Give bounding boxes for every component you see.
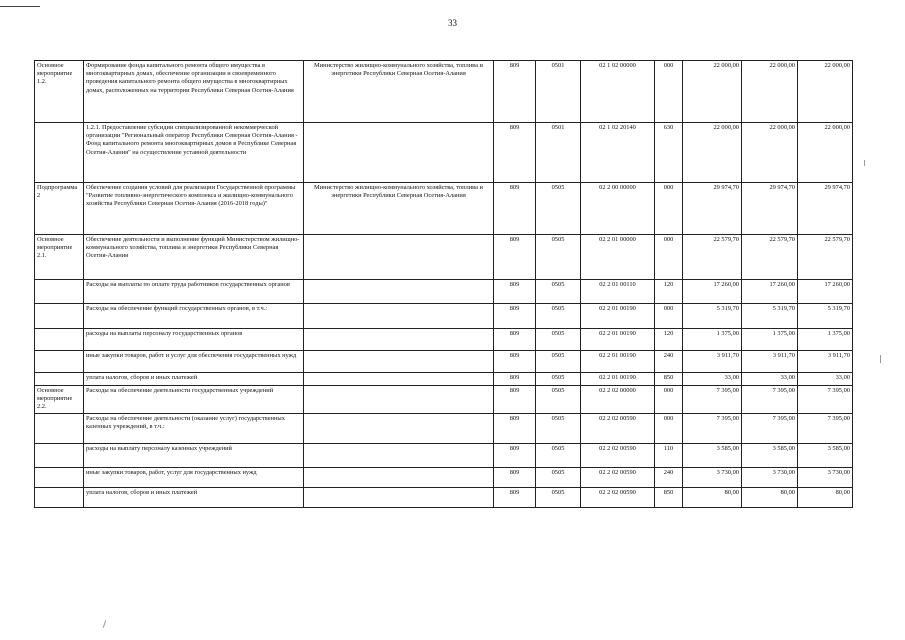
row-amount-3: 29 974,70 (798, 183, 853, 235)
row-label (35, 123, 84, 183)
row-target-article: 02 2 01 00110 (581, 280, 655, 304)
row-grbs: 809 (494, 304, 536, 329)
row-amount-2: 7 395,00 (742, 414, 798, 444)
row-grbs: 809 (494, 386, 536, 414)
row-grbs: 809 (494, 468, 536, 488)
row-label (35, 351, 84, 373)
row-amount-1: 29 974,70 (683, 183, 742, 235)
row-grbs: 809 (494, 351, 536, 373)
row-amount-3: 17 260,00 (798, 280, 853, 304)
table-row (35, 468, 853, 488)
budget-table (34, 60, 853, 508)
row-amount-3: 7 395,00 (798, 414, 853, 444)
row-ministry: Министерство жилищно-коммунального хозяйства, топлива и энергетики Республики Северная Осетия-Алания (304, 183, 494, 235)
row-target-article: 02 2 02 00000 (581, 386, 655, 414)
row-description: уплата налогов, сборов и иных платежей (84, 488, 304, 508)
row-label (35, 444, 84, 468)
row-label: Основное мероприятие 1.2. (35, 61, 84, 123)
row-section: 0505 (536, 488, 581, 508)
row-amount-2: 17 260,00 (742, 280, 798, 304)
row-amount-1: 17 260,00 (683, 280, 742, 304)
row-expense-type: 000 (655, 386, 683, 414)
row-grbs: 809 (494, 280, 536, 304)
corner-rule (0, 6, 40, 7)
row-ministry (304, 123, 494, 183)
row-section: 0505 (536, 468, 581, 488)
table-row (35, 444, 853, 468)
table-row (35, 351, 853, 373)
row-expense-type: 000 (655, 414, 683, 444)
row-amount-1: 80,00 (683, 488, 742, 508)
row-label (35, 373, 84, 386)
row-ministry (304, 235, 494, 280)
row-amount-3: 3 730,00 (798, 468, 853, 488)
row-expense-type: 850 (655, 488, 683, 508)
row-target-article: 02 2 01 00190 (581, 351, 655, 373)
row-grbs: 809 (494, 235, 536, 280)
row-description: иные закупки товаров, работ и услуг для обеспечения государственных нужд (84, 351, 304, 373)
row-amount-1: 22 579,70 (683, 235, 742, 280)
row-amount-2: 22 000,00 (742, 61, 798, 123)
row-target-article: 02 2 02 00590 (581, 414, 655, 444)
row-label (35, 414, 84, 444)
row-amount-3: 80,00 (798, 488, 853, 508)
row-ministry (304, 280, 494, 304)
row-section: 0505 (536, 304, 581, 329)
row-description: уплата налогов, сборов и иных платежей (84, 373, 304, 386)
row-target-article: 02 2 01 00190 (581, 373, 655, 386)
row-amount-3: 33,00 (798, 373, 853, 386)
row-label (35, 488, 84, 508)
row-amount-1: 33,00 (683, 373, 742, 386)
row-section: 0505 (536, 351, 581, 373)
row-description: Формирование фонда капитального ремонта общего имущества в многоквартирных домах, обеспечение организации и своевременного проведения капитального ремонта общего имущества в многоквартирных домах, расположенных на территории Республики Северная Осетия-Алания (84, 61, 304, 123)
row-section: 0505 (536, 183, 581, 235)
row-section: 0505 (536, 414, 581, 444)
row-description: Обеспечение деятельности и выполнение функций Министерством жилищно-коммунального хозяйства, топлива и энергетики Республики Северная Осетия-Алания (84, 235, 304, 280)
row-grbs: 809 (494, 123, 536, 183)
row-label (35, 329, 84, 351)
row-target-article: 02 2 00 00000 (581, 183, 655, 235)
row-description: расходы на выплату персоналу казенных учреждений (84, 444, 304, 468)
table-row (35, 373, 853, 386)
row-description: Расходы на обеспечение функций государственных органов, в т.ч.: (84, 304, 304, 329)
table-row (35, 488, 853, 508)
table-row (35, 123, 853, 183)
row-section: 0501 (536, 123, 581, 183)
scan-mark (103, 620, 107, 628)
row-amount-3: 22 000,00 (798, 61, 853, 123)
row-expense-type: 000 (655, 183, 683, 235)
row-ministry (304, 304, 494, 329)
row-target-article: 02 2 01 00000 (581, 235, 655, 280)
row-target-article: 02 1 02 20140 (581, 123, 655, 183)
row-expense-type: 000 (655, 235, 683, 280)
row-section: 0505 (536, 329, 581, 351)
table-row (35, 386, 853, 414)
row-amount-1: 5 319,70 (683, 304, 742, 329)
row-amount-3: 3 911,70 (798, 351, 853, 373)
row-target-article: 02 2 02 00590 (581, 488, 655, 508)
row-amount-3: 22 579,70 (798, 235, 853, 280)
row-grbs: 809 (494, 444, 536, 468)
row-ministry (304, 373, 494, 386)
table-row (35, 235, 853, 280)
row-amount-1: 7 395,00 (683, 386, 742, 414)
row-amount-2: 3 911,70 (742, 351, 798, 373)
row-label: Подпрограмма 2 (35, 183, 84, 235)
row-amount-1: 22 000,00 (683, 61, 742, 123)
row-amount-2: 3 730,00 (742, 468, 798, 488)
row-label (35, 304, 84, 329)
row-amount-1: 1 375,00 (683, 329, 742, 351)
row-ministry (304, 386, 494, 414)
row-expense-type: 120 (655, 280, 683, 304)
row-amount-3: 5 319,70 (798, 304, 853, 329)
row-section: 0505 (536, 373, 581, 386)
row-amount-3: 7 395,00 (798, 386, 853, 414)
row-grbs: 809 (494, 183, 536, 235)
row-description: Расходы на обеспечение деятельности (оказание услуг) государственных казенных учреждений, в т.ч.: (84, 414, 304, 444)
row-grbs: 809 (494, 373, 536, 386)
row-description: расходы на выплаты персоналу государственных органов (84, 329, 304, 351)
row-target-article: 02 2 01 00190 (581, 329, 655, 351)
row-description: иные закупки товаров, работ, услуг для государственных нужд (84, 468, 304, 488)
table-row (35, 304, 853, 329)
row-label: Основное мероприятие 2.1. (35, 235, 84, 280)
row-amount-1: 7 395,00 (683, 414, 742, 444)
row-ministry (304, 351, 494, 373)
row-section: 0501 (536, 61, 581, 123)
row-ministry (304, 468, 494, 488)
scan-mark (880, 355, 881, 363)
row-description: Расходы на обеспечение деятельности государственных учреждений (84, 386, 304, 414)
row-amount-2: 7 395,00 (742, 386, 798, 414)
row-expense-type: 630 (655, 123, 683, 183)
table-row (35, 329, 853, 351)
row-ministry: Министерство жилищно-коммунального хозяйства, топлива и энергетики Республики Северная Осетия-Алания (304, 61, 494, 123)
row-expense-type: 850 (655, 373, 683, 386)
row-description: Расходы на выплаты по оплате труда работников государственных органов (84, 280, 304, 304)
row-target-article: 02 1 02 00000 (581, 61, 655, 123)
row-amount-2: 33,00 (742, 373, 798, 386)
row-amount-1: 22 000,00 (683, 123, 742, 183)
scan-mark (864, 160, 865, 166)
row-expense-type: 000 (655, 304, 683, 329)
row-amount-1: 3 911,70 (683, 351, 742, 373)
row-amount-2: 29 974,70 (742, 183, 798, 235)
row-expense-type: 240 (655, 351, 683, 373)
row-grbs: 809 (494, 488, 536, 508)
row-label (35, 468, 84, 488)
row-grbs: 809 (494, 61, 536, 123)
table-row (35, 414, 853, 444)
table-row (35, 183, 853, 235)
row-amount-3: 22 000,00 (798, 123, 853, 183)
row-ministry (304, 444, 494, 468)
table-row (35, 280, 853, 304)
row-expense-type: 240 (655, 468, 683, 488)
row-amount-2: 5 319,70 (742, 304, 798, 329)
row-amount-2: 22 000,00 (742, 123, 798, 183)
row-expense-type: 000 (655, 61, 683, 123)
row-target-article: 02 2 01 00190 (581, 304, 655, 329)
row-section: 0505 (536, 386, 581, 414)
table-body (35, 61, 853, 508)
row-description: Обеспечение создания условий для реализации Государственной программы "Развитие топливно-энергетического комплекса и жилищно-коммунального хозяйства Республики Северная Осетия-Алания (2016-2018 годы)" (84, 183, 304, 235)
row-amount-2: 22 579,70 (742, 235, 798, 280)
row-target-article: 02 2 02 00590 (581, 444, 655, 468)
row-amount-3: 3 585,00 (798, 444, 853, 468)
row-amount-2: 1 375,00 (742, 329, 798, 351)
page-number: 33 (448, 18, 457, 28)
row-grbs: 809 (494, 414, 536, 444)
row-expense-type: 110 (655, 444, 683, 468)
row-amount-2: 3 585,00 (742, 444, 798, 468)
row-expense-type: 120 (655, 329, 683, 351)
row-ministry (304, 414, 494, 444)
row-amount-1: 3 730,00 (683, 468, 742, 488)
row-section: 0505 (536, 280, 581, 304)
row-target-article: 02 2 02 00590 (581, 468, 655, 488)
row-label: Основное мероприятие 2.2. (35, 386, 84, 414)
row-amount-3: 1 375,00 (798, 329, 853, 351)
row-label (35, 280, 84, 304)
row-ministry (304, 488, 494, 508)
table-row (35, 61, 853, 123)
row-section: 0505 (536, 235, 581, 280)
row-description: 1.2.1. Предоставление субсидии специализированной некоммерческой организации "Региональный оператор Республики Северная Осетия-Алания - Фонд капитального ремонта многоквартирных домов в Республике Северная Осетия-Алания" на осуществление уставной деятельности (84, 123, 304, 183)
row-amount-2: 80,00 (742, 488, 798, 508)
row-ministry (304, 329, 494, 351)
row-section: 0505 (536, 444, 581, 468)
row-grbs: 809 (494, 329, 536, 351)
row-amount-1: 3 585,00 (683, 444, 742, 468)
